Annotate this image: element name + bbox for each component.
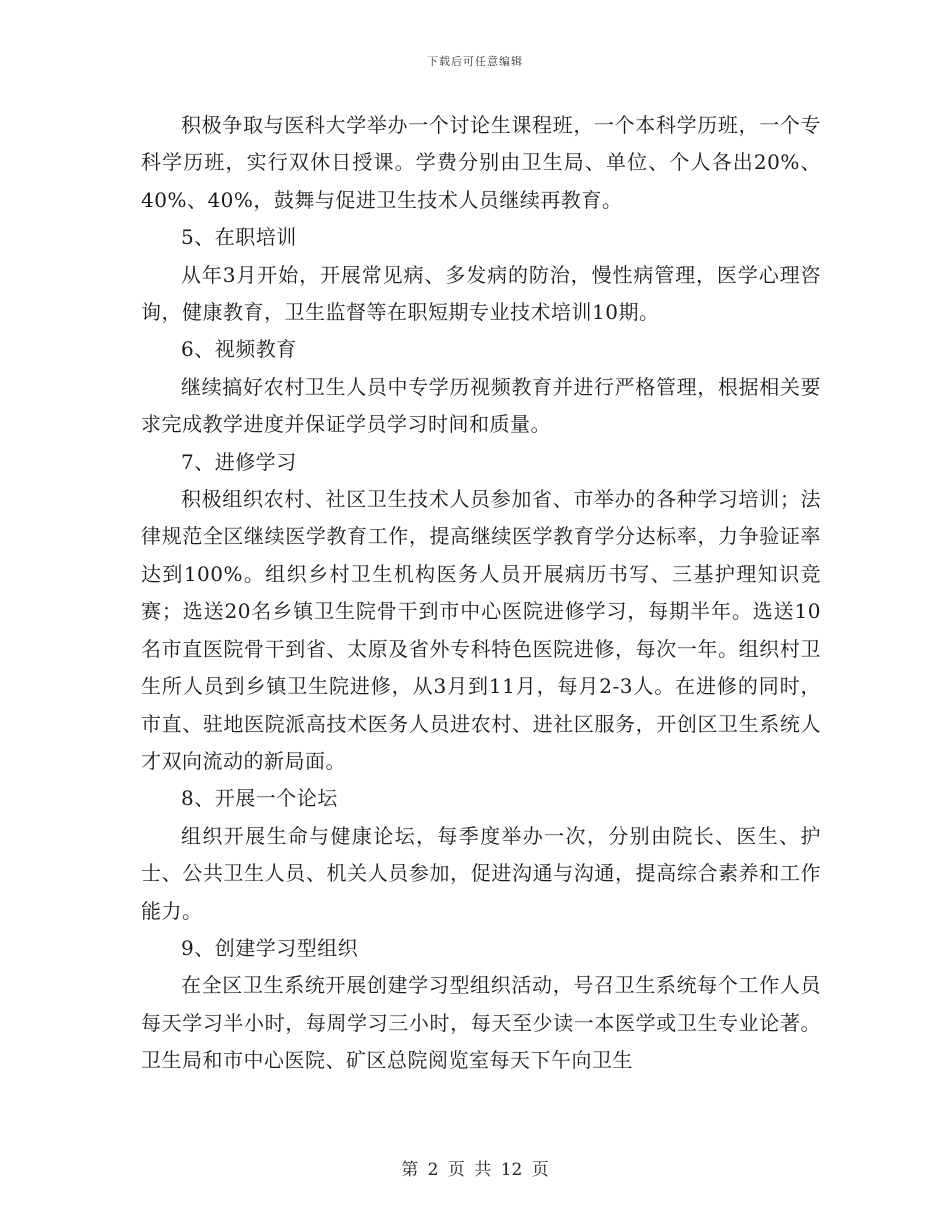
paragraph-forum: 组织开展生命与健康论坛，每季度举办一次，分别由院长、医生、护士、公共卫生人员、机关人员参加，促进沟通与沟通，提高综合素养和工作能力。 xyxy=(141,823,821,923)
page-header: 下载后可任意编辑 xyxy=(427,55,523,68)
page-footer: 第 2 页 共 12 页 xyxy=(401,1160,549,1180)
paragraph-degree-classes: 积极争取与医科大学举办一个讨论生课程班，一个本科学历班，一个专科学历班，实行双休日授课。学费分别由卫生局、单位、个人各出20%、40%、40%，鼓舞与促进卫生技术人员继续再教育。 xyxy=(141,113,821,212)
heading-on-the-job-training: 5、在职培训 xyxy=(181,225,297,250)
heading-advanced-study: 7、进修学习 xyxy=(181,449,297,474)
document-body xyxy=(141,107,821,1080)
heading-learning-organization: 9、创建学习型组织 xyxy=(181,935,359,960)
paragraph-video-education: 继续搞好农村卫生人员中专学历视频教育并进行严格管理，根据相关要求完成教学进度并保证学员学习时间和质量。 xyxy=(141,374,821,437)
paragraph-on-the-job-training: 从年3月开始，开展常见病、多发病的防治，慢性病管理，医学心理咨询，健康教育，卫生监督等在职短期专业技术培训10期。 xyxy=(141,262,821,325)
heading-forum: 8、开展一个论坛 xyxy=(181,786,338,811)
paragraph-learning-organization: 在全区卫生系统开展创建学习型组织活动，号召卫生系统每个工作人员每天学习半小时，每周学习三小时，每天至少读一本医学或卫生专业论著。卫生局和市中心医院、矿区总院阅览室每天下午向卫生 xyxy=(141,973,821,1073)
paragraph-advanced-study: 积极组织农村、社区卫生技术人员参加省、市举办的各种学习培训；法律规范全区继续医学教育工作，提高继续医学教育学分达标率，力争验证率达到100%。组织乡村卫生机构医务人员开展病历书写、三基护理知识竞赛；选送20名乡镇卫生院骨干到市中心医院进修学习，每期半年。选送10名市直医院骨干到省、太原及省外专科特色医院进修，每次一年。组织村卫生所人员到乡镇卫生院进修，从3月到11月，每月2-3人。在进修的同时，市直、驻地医院派高技术医务人员进农村、进社区服务，开创区卫生系统人才双向流动的新局面。 xyxy=(141,487,821,773)
heading-video-education: 6、视频教育 xyxy=(181,337,297,362)
